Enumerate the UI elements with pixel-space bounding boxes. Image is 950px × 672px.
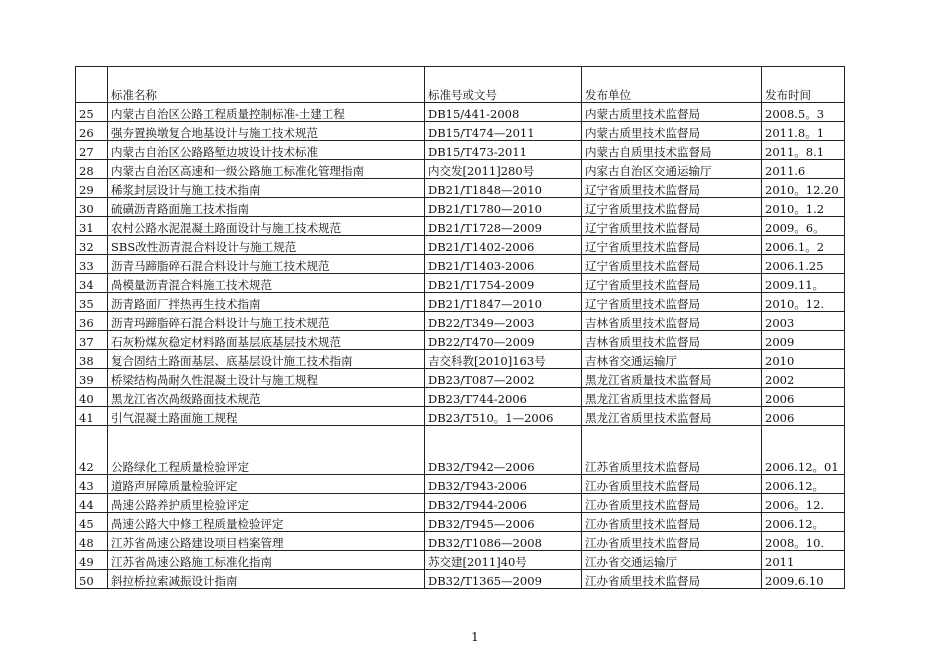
cell-publisher: 黑龙江省质量技术监督局	[582, 369, 762, 388]
cell-publish-date: 2008.5。3	[762, 103, 845, 122]
header-publisher: 发布单位	[582, 67, 762, 103]
cell-standard-number: DB21/T1780—2010	[425, 198, 582, 217]
cell-publisher: 江办省质里技术监督局	[582, 570, 762, 589]
cell-publish-date: 2008。10.	[762, 532, 845, 551]
table-row	[76, 369, 845, 388]
table-row	[76, 532, 845, 551]
table-row	[76, 312, 845, 331]
cell-row-index: 41	[76, 407, 108, 426]
cell-publish-date: 2006	[762, 407, 845, 426]
standards-table	[75, 66, 845, 589]
cell-publisher: 吉林省质里技术监督局	[582, 331, 762, 350]
table-header-row	[76, 67, 845, 103]
cell-publish-date: 2006.1。2	[762, 236, 845, 255]
cell-standard-number: DB32/T944-2006	[425, 494, 582, 513]
cell-standard-number: DB15/T474—2011	[425, 122, 582, 141]
cell-standard-name: 内蒙古自治区公路路堑边坡设计技术标准	[108, 141, 425, 160]
table-row	[76, 426, 845, 475]
cell-standard-name: 咼模量沥青混合料施工技术规范	[108, 274, 425, 293]
cell-publisher: 江办省质里技术监督局	[582, 513, 762, 532]
cell-standard-number: 苏交建[2011]40号	[425, 551, 582, 570]
cell-publish-date: 2006.12。	[762, 513, 845, 532]
cell-publisher: 江办省质里技术监督局	[582, 475, 762, 494]
cell-standard-name: 江苏省咼速公路建设项目档案管理	[108, 532, 425, 551]
cell-publisher: 黑龙江省质里技术监督局	[582, 407, 762, 426]
cell-standard-number: DB21/T1403-2006	[425, 255, 582, 274]
cell-publisher: 江办省质里技术监督局	[582, 494, 762, 513]
cell-row-index: 30	[76, 198, 108, 217]
cell-publish-date: 2010。1.2	[762, 198, 845, 217]
cell-publisher: 内蒙古自质里技术监督局	[582, 141, 762, 160]
table-row	[76, 217, 845, 236]
cell-standard-number: DB21/T1402-2006	[425, 236, 582, 255]
cell-standard-number: DB32/T942—2006	[425, 426, 582, 475]
cell-standard-name: 内蒙古自治区公路工程质量控制标准-土建工程	[108, 103, 425, 122]
cell-row-index: 37	[76, 331, 108, 350]
cell-publisher: 内蒙古质里技术监督局	[582, 122, 762, 141]
cell-publish-date: 2006.12。01	[762, 426, 845, 475]
table-row	[76, 570, 845, 589]
cell-standard-name: 引气混凝土路面施工规程	[108, 407, 425, 426]
cell-publisher: 辽宁省质里技术监督局	[582, 293, 762, 312]
cell-standard-name: 石灰粉煤灰稳定材料路面基层底基层技术规范	[108, 331, 425, 350]
cell-standard-number: DB32/T943-2006	[425, 475, 582, 494]
cell-row-index: 39	[76, 369, 108, 388]
cell-publisher: 吉林省交通运输厅	[582, 350, 762, 369]
cell-standard-name: 桥梁结构咼耐久性混凝土设计与施工规程	[108, 369, 425, 388]
cell-standard-name: 沥青玛蹄脂碎石混合料设计与施工技术规范	[108, 312, 425, 331]
cell-row-index: 40	[76, 388, 108, 407]
cell-standard-name: 沥青路面厂拌热再生技术指南	[108, 293, 425, 312]
cell-standard-number: 内交发[2011]280号	[425, 160, 582, 179]
cell-publisher: 辽宁省质里技术监督局	[582, 217, 762, 236]
cell-publish-date: 2010。12.	[762, 293, 845, 312]
cell-row-index: 27	[76, 141, 108, 160]
table-row	[76, 331, 845, 350]
header-publish-date: 发布时间	[762, 67, 845, 103]
cell-standard-name: 内蒙古自治区高速和一级公路施工标准化管理指南	[108, 160, 425, 179]
cell-publisher: 内家古自治区交通运输厅	[582, 160, 762, 179]
cell-publisher: 辽宁省质里技术监督局	[582, 179, 762, 198]
cell-publisher: 辽宁省质里技术监督局	[582, 255, 762, 274]
cell-row-index: 45	[76, 513, 108, 532]
cell-publisher: 江苏省质里技术监督局	[582, 426, 762, 475]
table-row	[76, 255, 845, 274]
table-row	[76, 274, 845, 293]
cell-row-index: 35	[76, 293, 108, 312]
table-row	[76, 494, 845, 513]
cell-standard-number: DB22/T349—2003	[425, 312, 582, 331]
cell-standard-number: DB32/T945—2006	[425, 513, 582, 532]
cell-row-index: 28	[76, 160, 108, 179]
standards-table-body	[76, 67, 845, 589]
cell-standard-name: 道路声屏障质量检验评定	[108, 475, 425, 494]
cell-publish-date: 2009	[762, 331, 845, 350]
cell-row-index: 36	[76, 312, 108, 331]
cell-standard-number: DB15/T473-2011	[425, 141, 582, 160]
cell-publisher: 江办省交通运输厅	[582, 551, 762, 570]
cell-standard-number: DB23/T087—2002	[425, 369, 582, 388]
cell-publish-date: 2011。8.1	[762, 141, 845, 160]
cell-row-index: 25	[76, 103, 108, 122]
cell-standard-number: DB21/T1754-2009	[425, 274, 582, 293]
cell-row-index: 38	[76, 350, 108, 369]
cell-publish-date: 2010	[762, 350, 845, 369]
cell-standard-number: DB21/T1728—2009	[425, 217, 582, 236]
cell-standard-name: 复合固结土路面基层、底基层设计施工技术指南	[108, 350, 425, 369]
cell-standard-number: 吉交科教[2010]163号	[425, 350, 582, 369]
cell-row-index: 48	[76, 532, 108, 551]
cell-standard-number: DB21/T1847—2010	[425, 293, 582, 312]
cell-standard-name: 农村公路水泥混凝土路面设计与施工技术规范	[108, 217, 425, 236]
cell-publish-date: 2011	[762, 551, 845, 570]
cell-standard-name: 强夯置换墩复合地基设计与施工技术规范	[108, 122, 425, 141]
cell-standard-name: 江苏省咼速公路施工标准化指南	[108, 551, 425, 570]
cell-row-index: 29	[76, 179, 108, 198]
cell-row-index: 34	[76, 274, 108, 293]
table-row	[76, 141, 845, 160]
cell-standard-number: DB23/T510。1—2006	[425, 407, 582, 426]
cell-standard-number: DB21/T1848—2010	[425, 179, 582, 198]
cell-publish-date: 2006.12。	[762, 475, 845, 494]
header-standard-number: 标准号或文号	[425, 67, 582, 103]
cell-publisher: 辽宁省质里技术监督局	[582, 236, 762, 255]
table-row	[76, 388, 845, 407]
cell-publisher: 江办省质里技术监督局	[582, 532, 762, 551]
cell-row-index: 49	[76, 551, 108, 570]
cell-publish-date: 2009。6。	[762, 217, 845, 236]
table-row	[76, 198, 845, 217]
cell-standard-name: 稀浆封层设计与施工技术指南	[108, 179, 425, 198]
table-row	[76, 475, 845, 494]
cell-row-index: 42	[76, 426, 108, 475]
cell-publish-date: 2011.8。1	[762, 122, 845, 141]
table-row	[76, 122, 845, 141]
cell-standard-name: 斜拉桥拉索减振设计指南	[108, 570, 425, 589]
cell-publish-date: 2009.6.10	[762, 570, 845, 589]
table-row	[76, 236, 845, 255]
cell-standard-name: 黑龙江省次咼级路面技术规范	[108, 388, 425, 407]
header-standard-name: 标准名称	[108, 67, 425, 103]
table-row	[76, 551, 845, 570]
cell-publish-date: 2003	[762, 312, 845, 331]
cell-publisher: 黑龙江省质里技术监督局	[582, 388, 762, 407]
table-row	[76, 179, 845, 198]
cell-standard-name: 硫磺沥青路面施工技术指南	[108, 198, 425, 217]
page-number: 1	[471, 630, 479, 644]
cell-standard-number: DB15/441-2008	[425, 103, 582, 122]
cell-standard-number: DB32/T1086—2008	[425, 532, 582, 551]
table-row	[76, 160, 845, 179]
cell-publish-date: 2006	[762, 388, 845, 407]
cell-publisher: 内蒙古质里技术监督局	[582, 103, 762, 122]
cell-row-index: 26	[76, 122, 108, 141]
table-row	[76, 407, 845, 426]
table-row	[76, 513, 845, 532]
table-row	[76, 293, 845, 312]
cell-standard-name: 沥青马蹄脂碎石混合料设计与施工技术规范	[108, 255, 425, 274]
cell-publish-date: 2011.6	[762, 160, 845, 179]
cell-standard-name: SBS改性沥青混合料设计与施工规范	[108, 236, 425, 255]
cell-standard-number: DB23/T744-2006	[425, 388, 582, 407]
cell-standard-number: DB22/T470—2009	[425, 331, 582, 350]
cell-row-index: 31	[76, 217, 108, 236]
cell-publish-date: 2006.1.25	[762, 255, 845, 274]
cell-standard-name: 公路绿化工程质量检验评定	[108, 426, 425, 475]
cell-row-index: 44	[76, 494, 108, 513]
cell-row-index: 50	[76, 570, 108, 589]
cell-standard-number: DB32/T1365—2009	[425, 570, 582, 589]
cell-publish-date: 2006。12.	[762, 494, 845, 513]
cell-row-index: 33	[76, 255, 108, 274]
cell-publisher: 辽宁省质里技术监督局	[582, 274, 762, 293]
cell-publish-date: 2002	[762, 369, 845, 388]
cell-standard-name: 咼速公路养护质里检验评定	[108, 494, 425, 513]
table-row	[76, 350, 845, 369]
cell-row-index: 43	[76, 475, 108, 494]
cell-publish-date: 2010。12.20	[762, 179, 845, 198]
table-row	[76, 103, 845, 122]
cell-publisher: 辽宁省质里技术监督局	[582, 198, 762, 217]
cell-standard-name: 咼速公路大中修工程质量检验评定	[108, 513, 425, 532]
cell-publisher: 吉林省质里技术监督局	[582, 312, 762, 331]
cell-row-index: 32	[76, 236, 108, 255]
cell-publish-date: 2009.11。	[762, 274, 845, 293]
header-index	[76, 67, 108, 103]
